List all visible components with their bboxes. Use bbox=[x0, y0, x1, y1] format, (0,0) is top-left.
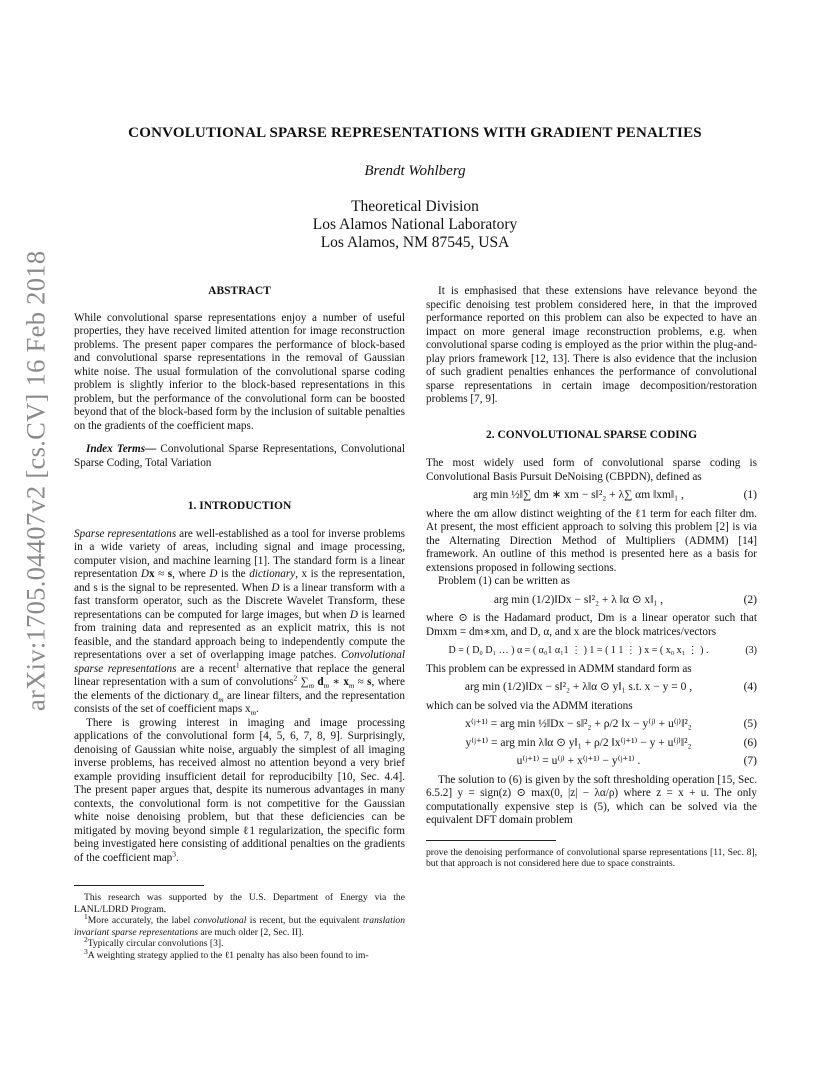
intro-text: , where the elements of the dictionary d bbox=[74, 676, 405, 702]
footnote-1: $^1$More accurately, the label convolutional is recent, but the equivalent translation invariant sparse representations are much older [2, Sec. II]. bbox=[74, 912, 405, 938]
author-name: Brendt Wohlberg bbox=[364, 163, 466, 179]
intro-text: , where bbox=[172, 568, 210, 580]
right-paragraph-8: The solution to (6) is given by the soft thresholding operation [15, Sec. 6.5.2] y = sign(z) ⊙ max(0, |z| − λα/ρ) where z = x + u. The only computationally expensive step is (5), which can be solved via the equivalent DFT domain problem bbox=[426, 773, 757, 826]
equation-6-body: y⁽ʲ⁺¹⁾ = arg min λ‖α ⊙ y‖₁ + ρ/2 ‖x⁽ʲ⁺¹⁾ − y + u⁽ʲ⁾‖²₂ bbox=[465, 736, 692, 749]
equation-5-body: x⁽ʲ⁺¹⁾ = arg min ½‖Dx − s‖²₂ + ρ/2 ‖x − y⁽ʲ⁾ + u⁽ʲ⁾‖²₂ bbox=[465, 718, 692, 730]
equation-5-number: (5) bbox=[743, 718, 757, 730]
intro-text: is the bbox=[217, 568, 250, 580]
equation-6-number: (6) bbox=[743, 736, 757, 749]
intro-text: There is growing interest in imaging and image processing applications of the convolutional form [4, 5, 6, 7, 8, 9]. Surprisingly, denoising of Gaussian white noise, arguably the simplest of all imaging inverse problems, has received almost no attention beyond a very brief example providing insufficient detail for reproducibilty [10, Sec. 4.4]. The present paper argues that, despite its numerous advantages in many contexts, the convolutional form is not competitive for the Gaussian white noise denoising problem, but that these deficiencies can be mitigated by moving beyond simple ℓ1 regularization, the specific form being investigated here consisting of additional penalties on the gradients of the coefficient map bbox=[74, 716, 405, 864]
footnote-funding: This research was supported by the U.S. Department of Energy via the LANL/LDRD Program. bbox=[74, 892, 405, 915]
intro-text: are linear filters, and the representation consists of the set of coefficient maps x bbox=[74, 689, 405, 715]
affiliation-line: Los Alamos National Laboratory bbox=[312, 216, 518, 233]
index-terms-label: Index Terms— bbox=[86, 443, 157, 455]
right-paragraph-1: It is emphasised that these extensions have relevance beyond the specific denoising test problem considered here, in that the improved performance reported on this problem can also be expected to have an impact on more general image reconstruction problems, e.g. when convolutional sparse coding is employed as the prior within the plug-and-play priors framework [12, 13]. There is also evidence that the inclusion of such gradient penalties enhances the performance of convolutional sparse representations in certain image decomposition/restoration problems [7, 9]. bbox=[426, 285, 757, 405]
intro-paragraph-2: There is growing interest in imaging and image processing applications of the convolutional form [4, 5, 6, 7, 8, 9]. Surprisingly, denoising of Gaussian white noise, arguably the simplest of all imaging inverse problems, has received almost no attention beyond a very brief example providing insufficient detail for reproducibilty [10, Sec. 4.4]. The present paper argues that, despite its numerous advantages in many contexts, the convolutional form is not competitive for the Gaussian white noise denoising problem, but that these deficiencies can be mitigated by moving beyond simple ℓ1 regularization, the specific form being investigated here consisting of additional penalties on the gradients of the coefficient map$^3$. bbox=[74, 716, 405, 864]
intro-text: are well-established as a tool for inverse problems in a wide variety of areas, including signal and image processing, computer vision, and machine learning [1]. The standard form is a linear representation bbox=[74, 527, 405, 580]
right-column bbox=[426, 285, 757, 870]
equation-1-number: (1) bbox=[743, 489, 757, 501]
right-paragraph-2: The most widely used form of convolutional sparse coding is Convolutional Basis Pursuit DeNoising (CBPDN), defined as bbox=[426, 457, 757, 483]
equation-4-body: arg min (1/2)‖Dx − s‖²₂ + λ‖α ⊙ y‖₁ s.t. x − y = 0 , bbox=[464, 681, 693, 693]
footnotes bbox=[74, 885, 405, 962]
term-convolutional-sparse-representations: Convolutional sparse representations bbox=[74, 649, 405, 675]
term-dictionary: dictionary bbox=[249, 568, 296, 580]
equation-7-body: u⁽ʲ⁺¹⁾ = u⁽ʲ⁾ + x⁽ʲ⁺¹⁾ − y⁽ʲ⁺¹⁾ . bbox=[516, 755, 641, 767]
index-terms-text: Convolutional Sparse Representations, Convolutional Sparse Coding, Total Variation bbox=[74, 443, 405, 469]
left-column bbox=[74, 285, 405, 962]
equation-2-body: arg min (1/2)‖Dx − s‖²₂ + λ ‖α ⊙ x‖₁ , bbox=[493, 593, 664, 606]
right-paragraph-5: where ⊙ is the Hadamard product, Dm is a linear operator such that Dmxm = dm∗xm, and D, α, and x are the block matrices/vectors bbox=[426, 612, 757, 638]
equation-4-number: (4) bbox=[743, 681, 757, 693]
equation-1-body: arg min ½‖∑ dm ∗ xm − s‖²₂ + λ∑ αm ‖xm‖₁ , bbox=[473, 489, 684, 501]
equation-4 bbox=[426, 681, 757, 695]
affiliation bbox=[60, 198, 770, 252]
affiliation-line: Los Alamos, NM 87545, USA bbox=[320, 234, 510, 251]
right-paragraph-7: which can be solved via the ADMM iterations bbox=[426, 699, 633, 712]
footnote-text: A weighting strategy applied to the ℓ1 penalty has also been found to im- bbox=[87, 949, 369, 961]
section-2-heading: 2. CONVOLUTIONAL SPARSE CODING bbox=[485, 428, 698, 441]
equation-1 bbox=[426, 489, 757, 503]
footnote-text: More accurately, the label bbox=[87, 915, 194, 927]
right-paragraph-3: where the αm allow distinct weighting of the ℓ1 term for each filter dm. At present, the most efficient approach to solving this problem [2] is via the Alternating Direction Method of Multipliers (ADMM) [14] framework. An outline of this method is presented here as a basis for extensions proposed in following sections. bbox=[426, 507, 757, 574]
abstract-heading: ABSTRACT bbox=[208, 285, 271, 297]
intro-paragraph-1: Sparse representations are well-established as a tool for inverse problems in a wide variety of areas, including signal and image processing, computer vision, and machine learning [1]. The standard form is a linear representation Dx ≈ s, where D is the dictionary, x is the representation, and s is the signal to be represented. When D is a linear transform with a fast transform operator, such as the Discrete Wavelet Transform, these representations can be computed for large images, but when D is learned from training data and represented as an explicit matrix, this is not feasible, and the standard approach being to independently compute the representations over a set of overlapping image patches. Convolutional sparse representations are a recent$^1$ alternative that replace the general linear representation with a sum of convolutions$^2$ $\sum_m$ $d_m$ ∗ $x_m \approx s$, where the elements of the dictionary $d_m$ are linear filters, and the representation consists of the set of coefficient maps $x_m$. bbox=[74, 527, 405, 718]
paper-title: CONVOLUTIONAL SPARSE REPRESENTATIONS WITH GRADIENT PENALTIES bbox=[128, 125, 702, 141]
equation-7 bbox=[426, 755, 757, 769]
intro-text: , x is the representation, and s is the signal to be represented. When bbox=[74, 568, 405, 594]
footnote-2: $^2$Typically circular convolutions [3]. bbox=[84, 935, 224, 950]
footnote-text: are much older [2, Sec. II]. bbox=[198, 926, 304, 938]
equation-7-number: (7) bbox=[743, 755, 757, 767]
intro-text: is a linear transform with a fast transform operator, such as the Discrete Wavelet Transform, these representations can be computed for large images, but when bbox=[74, 581, 405, 621]
index-terms bbox=[74, 443, 405, 470]
footnote-term: translation invariant sparse representations bbox=[74, 915, 405, 938]
footnote-term: convolutional bbox=[193, 915, 247, 927]
intro-text: are a recent bbox=[176, 662, 236, 675]
intro-text: is learned from training data and represented as an explicit matrix, this is not feasible, and the standard approach being to independently compute the representations over a set of overlapping image patches. bbox=[74, 608, 405, 661]
equation-6 bbox=[426, 737, 757, 751]
footnote-text: is recent, but the equivalent bbox=[246, 915, 363, 927]
footnote-3: $^3$A weighting strategy applied to the ℓ1 penalty has also been found to im- bbox=[84, 946, 369, 961]
footnote-rule bbox=[74, 885, 204, 886]
equation-5 bbox=[426, 718, 757, 732]
right-paragraph-6: This problem can be expressed in ADMM standard form as bbox=[426, 662, 692, 675]
footnote-rule bbox=[426, 840, 556, 841]
affiliation-line: Theoretical Division bbox=[351, 198, 479, 215]
equation-3 bbox=[426, 644, 757, 658]
term-sparse-representations: Sparse representations bbox=[74, 527, 177, 540]
equation-3-number: (3) bbox=[745, 645, 757, 656]
equation-2-number: (2) bbox=[743, 593, 757, 606]
intro-text: alternative that replace the general linear representation with a sum of convolutions bbox=[74, 662, 405, 688]
equation-3-body: D = ( D₀ D₁ … ) α = ( α₀1 α₁1 ⋮ ) 1 = ( 1 1 ⋮ ) x = ( x₀ x₁ ⋮ ) . bbox=[448, 645, 709, 656]
footnote-3-continued: prove the denoising performance of convolutional sparse representations [11, Sec. 8], but that approach is not considered here due to space constraints. bbox=[426, 846, 757, 870]
arxiv-stamp: arXiv:1705.04407v2 [cs.CV] 16 Feb 2018 bbox=[20, 250, 51, 712]
equation-2 bbox=[426, 594, 757, 608]
abstract-text: While convolutional sparse representations enjoy a number of useful properties, they have received limited attention for image reconstruction problems. The present paper compares the performance of block-based and convolutional sparse representations in the removal of Gaussian white noise. The usual formulation of the convolutional sparse coding problem is slightly inferior to the block-based representations in this problem, but the performance of the convolutional form can be boosted beyond that of the block-based form by the inclusion of suitable penalties on the gradients of the coefficient maps. bbox=[74, 311, 405, 432]
right-paragraph-4: Problem (1) can be written as bbox=[438, 575, 571, 587]
footnote-text: Typically circular convolutions [3]. bbox=[87, 938, 224, 950]
intro-heading: 1. INTRODUCTION bbox=[187, 500, 292, 512]
